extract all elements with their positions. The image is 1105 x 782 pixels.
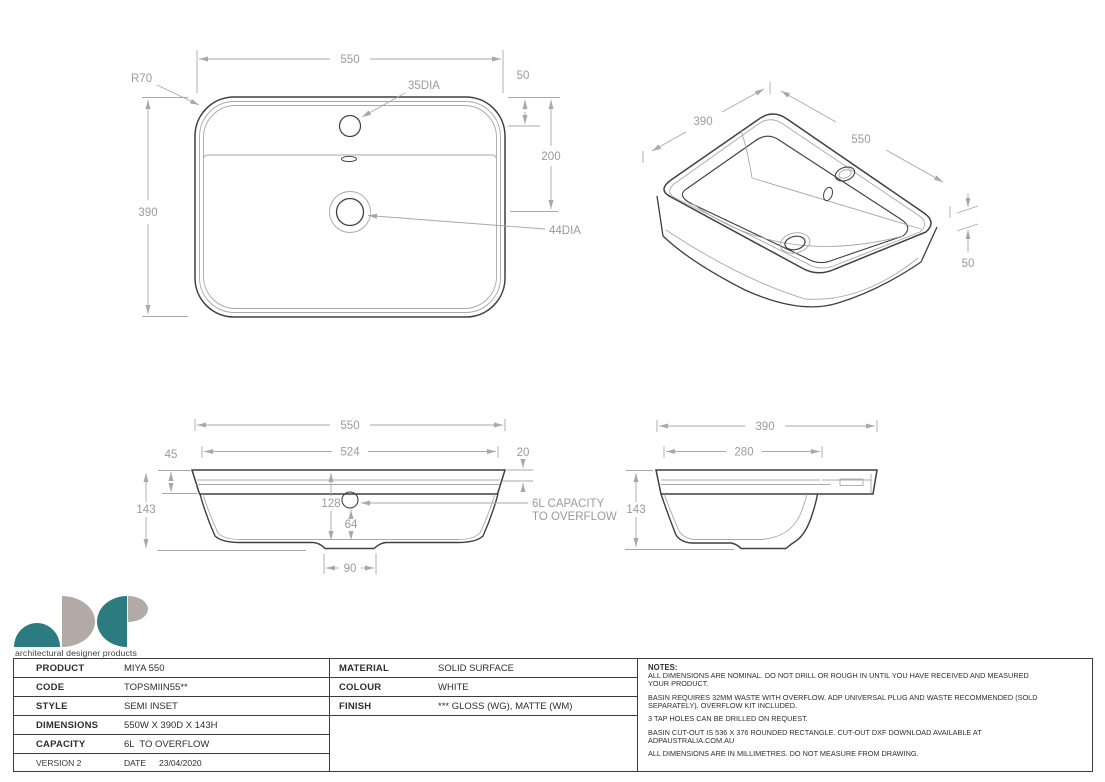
note-paragraph: BASIN REQUIRES 32MM WASTE WITH OVERFLOW. ADP UNIVERSAL PLUG AND WASTE RECOMMENDED (SOLD SEPARATELY). OVERFLOW KIT INCLUDED. — [648, 692, 1038, 710]
version-label: VERSION 2 — [36, 757, 82, 768]
dim-tap-dia: 35DIA — [408, 80, 440, 92]
table-row — [330, 678, 637, 697]
iso-tap-hole — [833, 164, 856, 183]
dim-waste-offset: 200 — [541, 151, 561, 163]
iso-dim-width: 550 — [851, 134, 871, 146]
table-row — [14, 735, 329, 754]
side-section-drawing — [615, 415, 910, 585]
note-paragraph: BASIN CUT-OUT IS 536 X 376 ROUNDED RECTANGLE. CUT-OUT DXF DOWNLOAD AVAILABLE AT ADPAUSTRALIA.COM.AU — [648, 727, 982, 745]
iso-dim-rim: 50 — [961, 258, 975, 270]
top-view-drawing — [125, 40, 600, 345]
front-dim-ledge: 20 — [516, 447, 530, 459]
row-value: SEMI INSET — [124, 700, 178, 712]
spec-table — [13, 658, 330, 772]
dim-waste-dia: 44DIA — [549, 225, 581, 237]
front-dim-rim-height: 45 — [164, 449, 178, 461]
front-section-drawing — [130, 415, 630, 585]
front-dim-height: 143 — [136, 504, 156, 516]
side-dim-inner-depth: 280 — [734, 446, 754, 459]
row-label: STYLE — [36, 700, 68, 712]
version-row — [14, 754, 329, 771]
row-value: 6L TO OVERFLOW — [124, 738, 210, 750]
row-label: DIMENSIONS — [36, 719, 99, 731]
date-value: 23/04/2020 — [159, 757, 202, 768]
material-table — [329, 658, 638, 772]
isometric-view-drawing — [620, 75, 1005, 335]
side-bowl-profile — [661, 494, 818, 549]
front-dim-overflow-height: 64 — [344, 519, 358, 531]
table-row — [14, 716, 329, 735]
logo-shape-a — [14, 623, 60, 647]
row-label: PRODUCT — [36, 662, 85, 674]
row-label: FINISH — [339, 700, 372, 712]
table-row — [330, 659, 637, 678]
table-row — [14, 659, 329, 678]
row-label: MATERIAL — [339, 662, 389, 674]
dim-top-depth: 390 — [138, 207, 158, 219]
front-dim-inner-width: 524 — [340, 446, 360, 459]
logo-caption: architectural designer products — [15, 648, 137, 658]
row-value: SOLID SURFACE — [438, 662, 515, 674]
capacity-note-line1: 6L CAPACITY — [532, 498, 605, 510]
front-dim-width: 550 — [340, 420, 360, 432]
notes-title: NOTES: — [648, 663, 678, 672]
table-row — [330, 697, 637, 716]
empty-row — [330, 716, 637, 735]
front-dim-foot-width: 90 — [343, 563, 357, 575]
date-label: DATE — [124, 757, 147, 768]
row-value: MIYA 550 — [124, 662, 165, 674]
logo-shape-accent — [128, 596, 148, 622]
waste-hole — [337, 199, 364, 226]
table-row — [14, 678, 329, 697]
note-paragraph: ALL DIMENSIONS ARE IN MILLIMETRES. DO NOT MEASURE FROM DRAWING. — [648, 749, 919, 759]
row-value: WHITE — [438, 681, 469, 693]
note-paragraph: ALL DIMENSIONS ARE NOMINAL. DO NOT DRILL OR ROUGH IN UNTIL YOU HAVE RECEIVED AND MEASURED YOUR PRODUCT. — [648, 671, 1029, 689]
table-row — [14, 697, 329, 716]
row-label: CAPACITY — [36, 738, 86, 750]
logo-shape-d — [62, 596, 95, 647]
side-dim-height: 143 — [626, 504, 646, 516]
note-paragraph: 3 TAP HOLES CAN BE DRILLED ON REQUEST. — [648, 714, 808, 724]
dim-top-width: 550 — [340, 54, 360, 66]
iso-dim-depth: 390 — [693, 116, 713, 128]
basin-outline — [195, 97, 505, 317]
dim-tap-offset: 50 — [516, 70, 530, 82]
logo-shape-p — [97, 596, 127, 647]
dim-corner-radius: R70 — [131, 73, 153, 85]
overflow-hole — [342, 156, 357, 161]
side-rim — [656, 470, 877, 494]
row-value: TOPSMIIN55** — [124, 681, 188, 693]
notes-box — [637, 658, 1093, 772]
front-dim-bowl-depth: 128 — [321, 498, 341, 510]
waste-recess — [330, 192, 371, 233]
row-value: *** GLOSS (WG), MATTE (WM) — [438, 700, 573, 712]
tap-hole — [340, 116, 361, 137]
side-dim-depth: 390 — [755, 421, 775, 433]
iso-bowl-edge — [682, 136, 907, 262]
capacity-note-line2: TO OVERFLOW — [532, 511, 617, 523]
row-label: COLOUR — [339, 681, 382, 693]
adp-logo — [14, 596, 154, 658]
row-value: 550W X 390D X 143H — [124, 719, 218, 731]
front-rim — [192, 470, 505, 494]
row-label: CODE — [36, 681, 65, 693]
